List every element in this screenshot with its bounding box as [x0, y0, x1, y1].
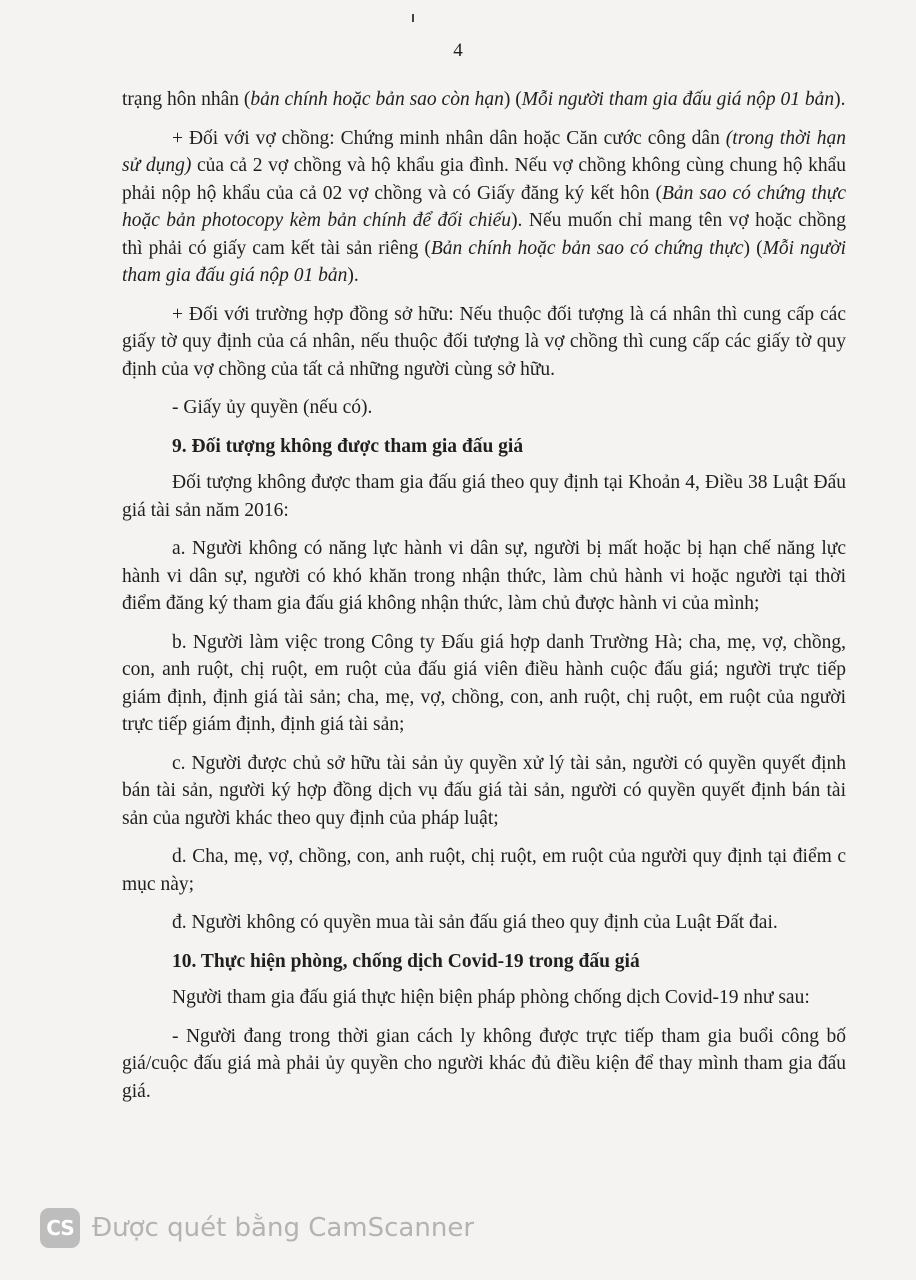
list-item-c: c. Người được chủ sở hữu tài sản ủy quyền xử lý tài sản, người có quyền quyết định bán tài sản, người ký hợp đồng dịch vụ đấu giá tài sản, người có quyền quyết định bán tài sản của người khác theo quy định của pháp luật; — [122, 752, 846, 829]
paragraph-marital-status: trạng hôn nhân (bản chính hoặc bản sao còn hạn) (Mỗi người tham gia đấu giá nộp 01 bản). — [122, 89, 846, 110]
list-item-b: b. Người làm việc trong Công ty Đấu giá hợp danh Trường Hà; cha, mẹ, vợ, chồng, con, anh ruột, chị ruột, em ruột của đấu giá viên điều hành cuộc đấu giá; người trực tiếp giám định, định giá tài sản; cha, mẹ, vợ, chồng, con, anh ruột, chị ruột, em ruột của người trực tiếp giám định, định giá tài sản; — [122, 631, 846, 735]
paragraph-spouses: + Đối với vợ chồng: Chứng minh nhân dân hoặc Căn cước công dân (trong thời hạn sử dụng) của cả 2 vợ chồng và hộ khẩu gia đình. Nếu vợ chồng không cùng chung hộ khẩu phải nộp hộ khẩu của cả 02 vợ chồng và có Giấy đăng ký kết hôn (Bản sao có chứng thực hoặc bản photocopy kèm bản chính để đối chiếu). Nếu muốn chỉ mang tên vợ hoặc chồng thì phải có giấy cam kết tài sản riêng (Bản chính hoặc bản sao có chứng thực) (Mỗi người tham gia đấu giá nộp 01 bản). — [122, 127, 847, 286]
camscanner-logo-icon: CS — [40, 1208, 80, 1248]
document-body — [122, 86, 846, 1116]
paragraph-co-ownership: + Đối với trường hợp đồng sở hữu: Nếu thuộc đối tượng là cá nhân thì cung cấp các giấy tờ quy định của cá nhân, nếu thuộc đối tượng là vợ chồng thì cung cấp các giấy tờ quy định của vợ chồng của tất cả những người cùng sở hữu. — [122, 303, 846, 380]
list-item-a: a. Người không có năng lực hành vi dân sự, người bị mất hoặc bị hạn chế năng lực hành vi dân sự, người có khó khăn trong nhận thức, làm chủ hành vi hoặc người tại thời điểm đăng ký tham gia đấu giá không nhận thức, làm chủ được hành vi của mình; — [122, 538, 846, 614]
list-item-d: d. Cha, mẹ, vợ, chồng, con, anh ruột, chị ruột, em ruột của người quy định tại điểm c mục này; — [122, 846, 846, 895]
section-heading-9: 9. Đối tượng không được tham gia đấu giá — [172, 435, 524, 457]
list-item-dd: đ. Người không có quyền mua tài sản đấu giá theo quy định của Luật Đất đai. — [172, 912, 778, 933]
watermark-text: Được quét bằng CamScanner — [92, 1213, 475, 1243]
paragraph-section-10-intro: Người tham gia đấu giá thực hiện biện pháp phòng chống dịch Covid-19 như sau: — [172, 987, 810, 1008]
section-heading-10: 10. Thực hiện phòng, chống dịch Covid-19 trong đấu giá — [172, 950, 640, 972]
paragraph-power-of-attorney: - Giấy ủy quyền (nếu có). — [172, 397, 373, 418]
scan-mark — [412, 14, 414, 22]
paragraph-section-9-intro: Đối tượng không được tham gia đấu giá theo quy định tại Khoản 4, Điều 38 Luật Đấu giá tài sản năm 2016: — [122, 472, 846, 521]
page-number: 4 — [453, 40, 463, 61]
paragraph-quarantine: - Người đang trong thời gian cách ly không được trực tiếp tham gia buổi công bố giá/cuộc đấu giá mà phải ủy quyền cho người khác đủ điều kiện để thay mình tham gia đấu giá. — [122, 1025, 846, 1102]
camscanner-watermark — [40, 1208, 474, 1248]
